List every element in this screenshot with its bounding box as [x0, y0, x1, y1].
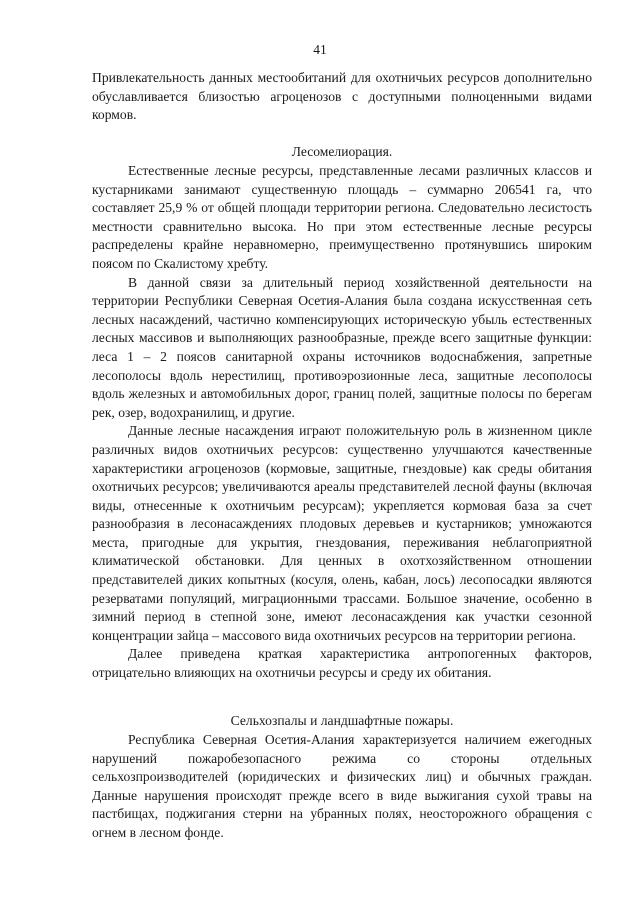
- page-number: 41: [313, 42, 327, 57]
- paragraph: В данной связи за длительный период хозяйственной деятельности на территории Республики Северная Осетия-Алания была создана искусственная сеть лесных насаждений, частично компенсирующих историческую убыль естественных лесных массивов и выполняющих разнообразные, прежде всего защитные функции: леса 1 – 2 поясов санитарной охраны источников водоснабжения, запретные лесополосы вдоль нерестилищ, противоэрозионные леса, защитные лесополосы вдоль железных и автомобильных дорог, границ полей, защитные полосы по берегам рек, озер, водохранилищ, и другие.: [92, 274, 592, 420]
- paragraph: Республика Северная Осетия-Алания характеризуется наличием ежегодных нарушений пожаробезопасного режима со стороны отдельных сельхозпроизводителей (юридических и физических лиц) и обычных граждан. Данные нарушения происходят прежде всего в виде выжигания сухой травы на пастбищах, поджигания стерни на убранных полях, неосторожного обращения с огнем в лесном фонде.: [92, 732, 592, 840]
- section-fires-body: [92, 731, 592, 843]
- section-heading-fires: Сельхозпалы и ландшафтные пожары.: [230, 713, 454, 728]
- paragraph: Привлекательность данных местообитаний для охотничьих ресурсов дополнительно обуславливается близостью агроценозов с доступными полноценными видами кормов.: [92, 70, 592, 123]
- paragraph: Естественные лесные ресурсы, представленные лесами различных классов и кустарниками занимают существенную площадь – суммарно 206541 га, что составляет 25,9 % от общей площади территории региона. Следовательно лесистость местности сравнительно высока. Но при этом естественные лесные ресурсы распределены крайне неравномерно, преимущественно протянувшись широким поясом по Скалистому хребту.: [92, 163, 592, 271]
- paragraph: Данные лесные насаждения играют положительную роль в жизненном цикле различных видов охотничьих ресурсов: существенно улучшаются качественные характеристики агроценозов (кормовые, защитные, гнездовые) как среды обитания охотничьих ресурсов; увеличиваются ареалы представителей лесной фауны (включая виды, отнесенные к охотничьим ресурсам); укрепляется кормовая база за счет разнообразия в лесонасаждениях плодовых деревьев и кустарников; умножаются места, пригодные для укрытия, гнездования, переживания неблагоприятной климатической обстановки. Для ценных в охотхозяйственном отношении представителей диких копытных (косуля, олень, кабан, лось) лесопосадки являются резерватами популяций, миграционными трассами. Большое значение, особенно в зимний период в степной зоне, имеют лесонасаждения как участки сезонной концентрации зайца – массового вида охотничьих ресурсов на территории региона.: [92, 423, 592, 643]
- section-heading-forest: Лесомелиорация.: [291, 144, 393, 159]
- section-forest-body: [92, 162, 592, 683]
- paragraph: Далее приведена краткая характеристика антропогенных факторов, отрицательно влияющих на охотничьи ресурсы и среду их обитания.: [92, 646, 592, 681]
- intro-paragraph: [92, 69, 592, 125]
